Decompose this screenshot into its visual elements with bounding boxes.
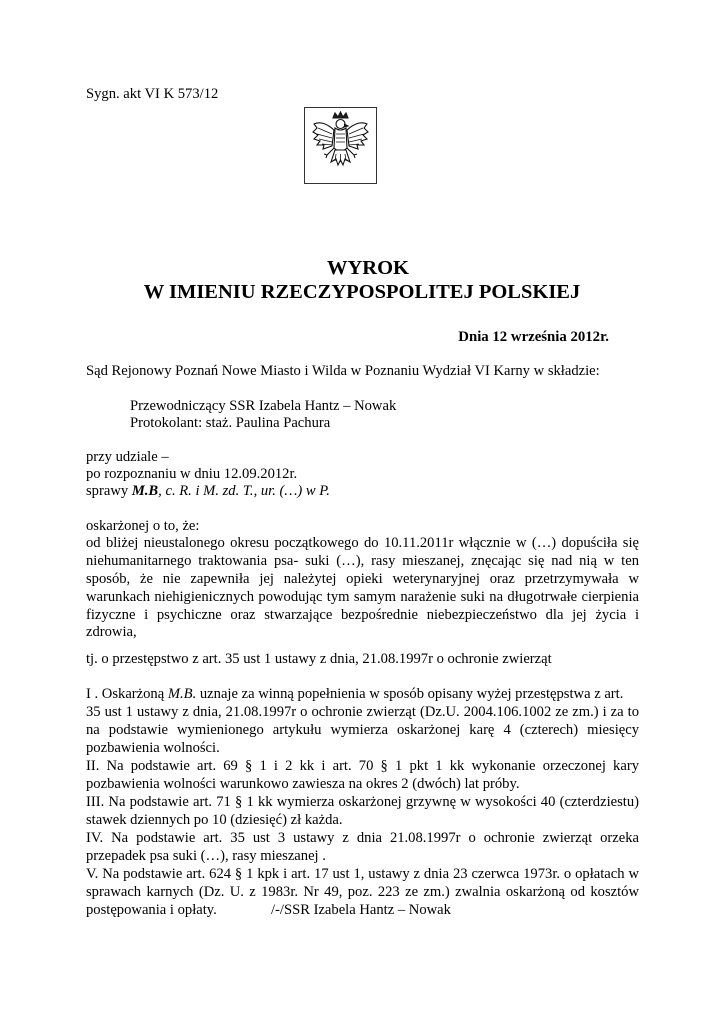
charge-line: zdrowia,	[86, 624, 137, 640]
case-line	[86, 483, 330, 500]
accused-intro: oskarżonej o to, że:	[86, 518, 200, 534]
signature: /-/SSR Izabela Hantz – Nowak	[271, 902, 451, 918]
participation-line: przy udziale –	[86, 449, 169, 465]
charge-line: niehumanitarnego traktowania psa- suki (…), rasy mieszanej, znęcając się nad nią w ten	[86, 553, 639, 569]
case-name: M.B	[131, 483, 159, 499]
emblem-frame	[304, 107, 377, 184]
verdict-line: V. Na podstawie art. 624 § 1 kpk i art. 17 ust 1, ustawy z dnia 23 czerwca 1973r. o opłatach w	[86, 866, 639, 882]
charge-line: od bliżej nieustalonego okresu początkowego do 10.11.2011r włącznie w (…) dopuściła się	[86, 535, 639, 551]
verdict-name: M.B.	[167, 686, 197, 702]
verdict-line: stawek dziennych po 10 (dziesięć) zł każda.	[86, 812, 343, 828]
verdict-line: postępowania i opłaty.	[86, 902, 217, 918]
judgment-subtitle: W IMIENIU RZECZYPOSPOLITEJ POLSKIEJ	[143, 281, 581, 303]
verdict-line: III. Na podstawie art. 71 § 1 kk wymierza oskarżonej grzywnę w wysokości 40 (czterdziestu)	[86, 794, 639, 810]
verdict-line: na podstawie wymienionego artykułu wymierza oskarżonej karę 4 (czterech) miesięcy	[86, 722, 639, 738]
case-details: , c. R. i M. zd. T., ur. (…) w P.	[158, 483, 330, 499]
judgment-title: WYROK	[327, 257, 409, 279]
court-clerk: Protokolant: staż. Paulina Pachura	[130, 415, 331, 431]
verdict-intro-a: I . Oskarżoną	[86, 686, 168, 702]
charge-line: fizyczne i psychiczne oraz stwarzające bezpośrednie niebezpieczeństwo dla jej życia i	[86, 607, 639, 623]
presiding-judge: Przewodniczący SSR Izabela Hantz – Nowak	[130, 398, 397, 414]
verdict-line: sprawach karnych (Dz. U. z 1983r. Nr 49, poz. 223 ze zm.) zwalnia oskarżoną od kosztów	[86, 884, 639, 900]
verdict-line: pozbawienia wolności warunkowo zawiesza na okres 2 (dwóch) lat próby.	[86, 776, 520, 792]
polish-eagle-icon	[305, 108, 376, 183]
charge-line: sposób, że nie zapewniła jej należytej opieki weterynaryjnej oraz przetrzymywała w	[86, 571, 639, 587]
verdict-line: II. Na podstawie art. 69 § 1 i 2 kk i art. 70 § 1 pkt 1 kk wykonanie orzeczonej kary	[86, 758, 639, 774]
verdict-line: przepadek psa suki (…), rasy mieszanej .	[86, 848, 326, 864]
judgment-date: Dnia 12 września 2012r.	[458, 329, 609, 345]
court-name: Sąd Rejonowy Poznań Nowe Miasto i Wilda w Poznaniu Wydział VI Karny w składzie:	[86, 363, 600, 379]
verdict-line	[86, 686, 623, 703]
verdict-line: 35 ust 1 ustawy z dnia, 21.08.1997r o ochronie zwierząt (Dz.U. 2004.106.1002 ze zm.) i za to	[86, 704, 639, 720]
charge-line: warunkach niehigienicznych powodując tym samym narażenie suki na długotrwałe cierpienia	[86, 589, 639, 605]
hearing-date-line: po rozpoznaniu w dniu 12.09.2012r.	[86, 466, 298, 482]
case-prefix: sprawy	[86, 483, 132, 499]
case-signature: Sygn. akt VI K 573/12	[86, 86, 219, 102]
legal-basis: tj. o przestępstwo z art. 35 ust 1 ustawy z dnia, 21.08.1997r o ochronie zwierząt	[86, 651, 552, 667]
verdict-intro-b: uznaje za winną popełnienia w sposób opisany wyżej przestępstwa z art.	[196, 686, 624, 702]
verdict-line: pozbawienia wolności.	[86, 740, 220, 756]
verdict-line: IV. Na podstawie art. 35 ust 3 ustawy z dnia 21.08.1997r o ochronie zwierząt orzeka	[86, 830, 639, 846]
